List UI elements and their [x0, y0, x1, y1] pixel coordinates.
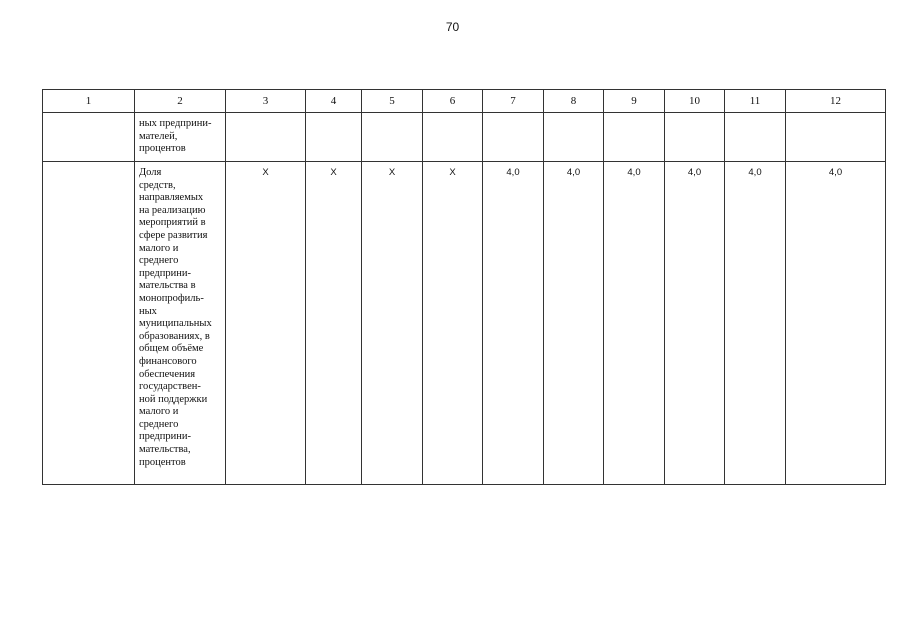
column-header: 5: [362, 90, 423, 113]
value-cell: 4,0: [483, 162, 544, 485]
value-cell: [544, 113, 604, 162]
value-cell: 4,0: [544, 162, 604, 485]
table-row: [43, 113, 886, 162]
indicator-name-text: ных предприни- мателей, процентов: [139, 118, 212, 155]
value-cell: [604, 113, 665, 162]
value-cell: [665, 113, 725, 162]
column-header: 8: [544, 90, 604, 113]
value-cell: 4,0: [786, 162, 886, 485]
value-cell: [725, 113, 786, 162]
indicator-name-cell: [135, 113, 226, 162]
column-header: 2: [135, 90, 226, 113]
value-cell: X: [423, 162, 483, 485]
column-header: 1: [43, 90, 135, 113]
value-cell: 4,0: [665, 162, 725, 485]
value-cell: 4,0: [604, 162, 665, 485]
column-header: 11: [725, 90, 786, 113]
table-row: [43, 162, 886, 485]
column-header: 10: [665, 90, 725, 113]
value-cell: [226, 113, 306, 162]
value-cell: X: [306, 162, 362, 485]
column-header: 12: [786, 90, 886, 113]
column-header: 7: [483, 90, 544, 113]
value-cell: [423, 113, 483, 162]
column-header: 9: [604, 90, 665, 113]
column-header: 6: [423, 90, 483, 113]
value-cell: [362, 113, 423, 162]
indicator-name-text: Доля средств, направляемых на реализацию мероприятий в сфере развития малого и среднего предприни- мательства в монопрофиль- ных муниципальных образованиях, в общем объёме финансового обеспечения государствен- ной поддержки малого и среднего предприни- мательства, процентов: [139, 167, 212, 468]
indicator-name-cell: [135, 162, 226, 485]
row-number-cell: [43, 113, 135, 162]
page-number: 70: [445, 20, 460, 34]
value-cell: [306, 113, 362, 162]
column-header: 4: [306, 90, 362, 113]
header-row: [43, 90, 886, 113]
column-header: 3: [226, 90, 306, 113]
value-cell: X: [226, 162, 306, 485]
row-number-cell: [43, 162, 135, 485]
value-cell: [786, 113, 886, 162]
value-cell: 4,0: [725, 162, 786, 485]
value-cell: X: [362, 162, 423, 485]
value-cell: [483, 113, 544, 162]
indicator-table: [42, 89, 886, 485]
